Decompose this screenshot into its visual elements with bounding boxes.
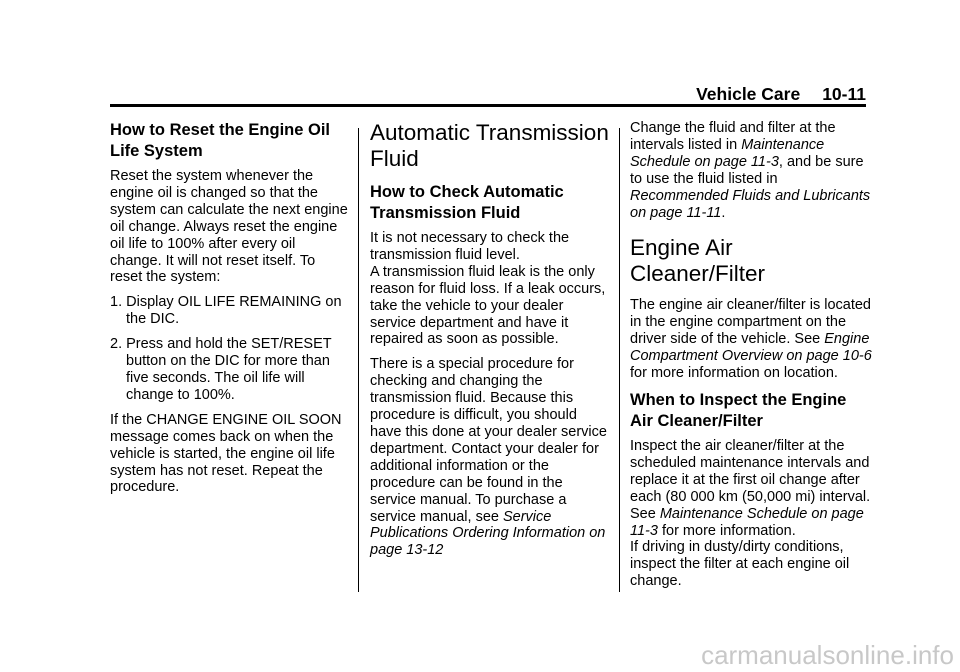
paragraph [630, 438, 872, 539]
paragraph-text: , and be sure to use the fluid listed in [630, 153, 864, 187]
section-heading-check-transmission-fluid: How to Check Automatic Transmission Fluid [370, 183, 564, 222]
section-title-engine-air-cleaner: Engine Air Cleaner/Filter [630, 235, 766, 287]
paragraph-text: for more information. [657, 522, 796, 539]
paragraph-text: Inspect the air cleaner/filter at the scheduled maintenance intervals and replace it at the first oil change after each (80 000 km (50,000 mi) interval. See [630, 437, 871, 522]
section-heading-reset-oil-life: How to Reset the Engine Oil Life System [110, 121, 331, 160]
paragraph-text: The engine air cleaner/filter is located in the engine compartment on the driver side of the vehicle. See [630, 297, 871, 348]
paragraph [370, 356, 610, 559]
paragraph [630, 297, 872, 382]
page-number: 10-11 [822, 84, 866, 104]
watermark: carmanualsonline.info [701, 640, 954, 670]
header-rule [110, 104, 866, 107]
list-item: 2. Press and hold the SET/RESET button on the DIC for more than five seconds. The oil life will change to 100%. [110, 336, 332, 403]
column-divider-2 [619, 128, 620, 592]
paragraph-text: There is a special procedure for checking and changing the transmission fluid. Because this procedure is difficult, you should have this done at your dealer service department. Contact your dealer for additional information or the procedure can be found in the service manual. To purchase a service manual, see [370, 356, 607, 525]
paragraph-text: for more information on location. [630, 365, 838, 382]
cross-reference-link[interactable]: Engine Compartment Overview on page 10-6 [630, 331, 872, 365]
paragraph-text: . [721, 204, 726, 221]
paragraph: It is not necessary to check the transmission fluid level. [370, 230, 570, 263]
paragraph [630, 120, 872, 221]
running-header [110, 84, 866, 104]
column-divider-1 [358, 128, 359, 592]
section-title-automatic-transmission-fluid: Automatic Transmission Fluid [370, 120, 609, 171]
column-2 [370, 120, 610, 567]
column-3 [630, 120, 872, 598]
paragraph: If driving in dusty/dirty conditions, inspect the filter at each engine oil change. [630, 539, 850, 590]
section-heading-inspect-air-cleaner: When to Inspect the Engine Air Cleaner/Filter [630, 390, 847, 430]
column-1 [110, 120, 350, 504]
cross-reference-link[interactable]: Recommended Fluids and Lubricants on page 11-11 [630, 187, 871, 221]
reset-steps-list [110, 294, 350, 403]
cross-reference-link[interactable]: Maintenance Schedule on page 11-3 [630, 505, 864, 539]
section-title: Vehicle Care [696, 84, 801, 104]
paragraph: If the CHANGE ENGINE OIL SOON message comes back on when the vehicle is started, the engine oil life system has not reset. Repeat the procedure. [110, 411, 342, 496]
paragraph: Reset the system whenever the engine oil is changed so that the system can calculate the next engine oil change. Always reset the engine oil life to 100% after every oil change. It will not reset itself. To reset the system: [110, 168, 348, 286]
list-item: 1. Display OIL LIFE REMAINING on the DIC. [110, 294, 342, 328]
cross-reference-link[interactable]: Maintenance Schedule on page 11-3 [630, 136, 825, 170]
cross-reference-link[interactable]: Service Publications Ordering Information on page 13-12 [370, 508, 606, 559]
paragraph-text: Change the fluid and filter at the intervals listed in [630, 120, 836, 153]
paragraph: A transmission fluid leak is the only reason for fluid loss. If a leak occurs, take the vehicle to your dealer service department and have it repaired as soon as possible. [370, 263, 606, 348]
